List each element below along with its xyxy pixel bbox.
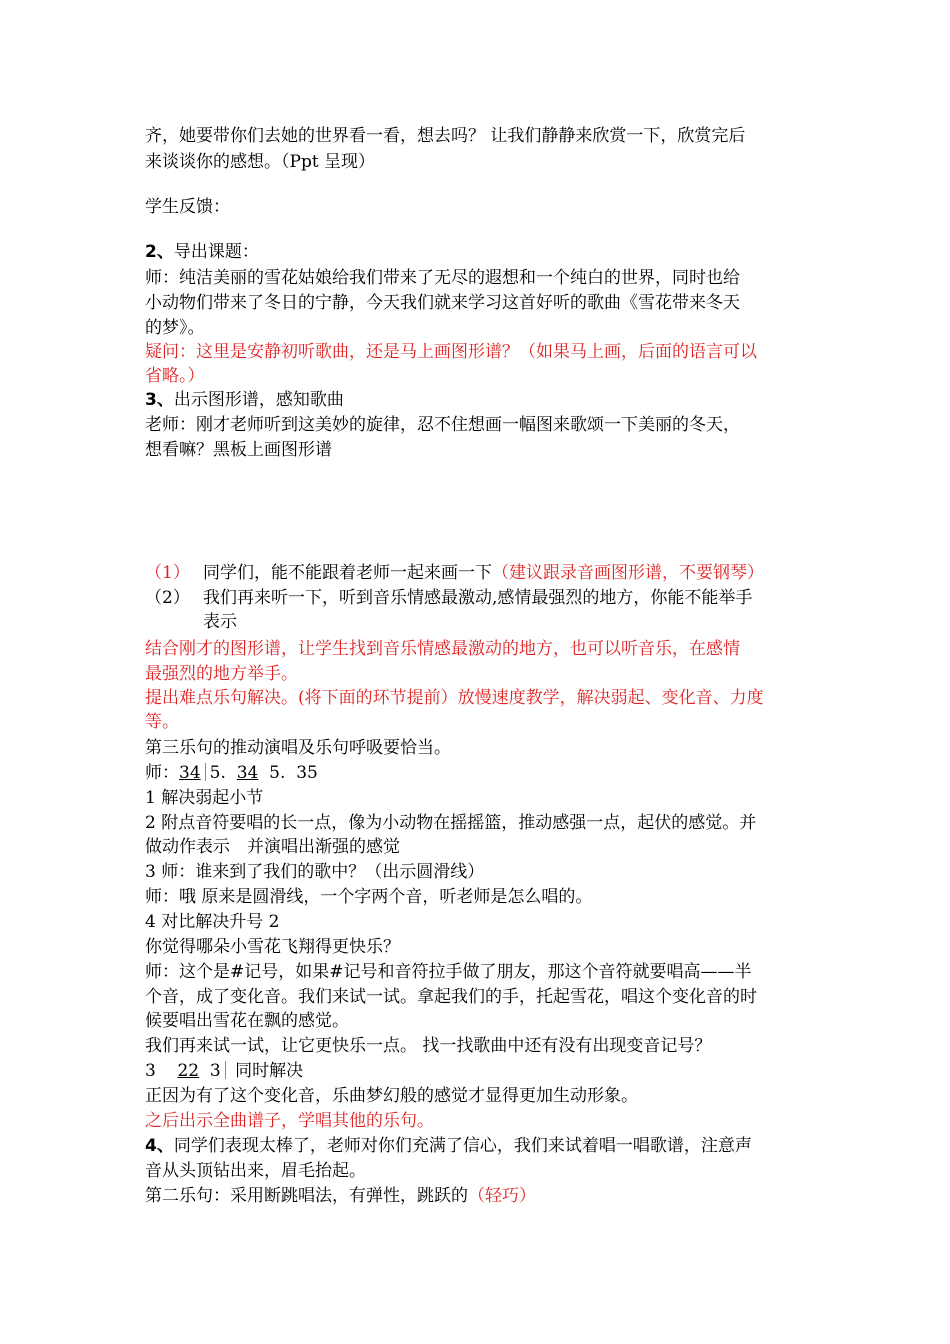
paragraph-line: 音从头顶钻出来，眉毛抬起。 (145, 1161, 366, 1181)
list-text: 同学们，能不能跟着老师一起来画一下 (203, 563, 492, 583)
section-number: 3、 (145, 390, 174, 410)
section-number: 2、 (145, 242, 174, 262)
notation-note: 同时解决 (235, 1061, 304, 1081)
notation-line (145, 761, 318, 785)
paragraph-line: 你觉得哪朵小雪花飞翔得更快乐？ (145, 937, 400, 957)
paragraph-line: 候要唱出雪花在飘的感觉。 (145, 1011, 349, 1031)
paragraph-line: 学生反馈： (145, 197, 230, 217)
comment-line: 之后出示全曲谱子，学唱其他的乐句。 (145, 1111, 434, 1131)
paragraph-line: 来谈谈你的感想。（Ppt 呈现） (145, 152, 376, 172)
paragraph-line: 正因为有了这个变化音，乐曲梦幻般的感觉才显得更加生动形象。 (145, 1086, 638, 1106)
speaker-label: 师： (145, 763, 179, 783)
paragraph-line: 老师：刚才老师听到这美妙的旋律，忍不住想画一幅图来歌颂一下美丽的冬天， (145, 415, 740, 435)
paragraph-line: 1 解决弱起小节 (145, 788, 264, 808)
note-group: 22 (177, 1061, 200, 1081)
list-continuation: 表示 (203, 612, 237, 632)
comment-line: 等。 (145, 712, 179, 732)
paragraph-note: （轻巧） (468, 1186, 536, 1206)
section-heading-3 (145, 388, 344, 412)
paragraph-line: 4 对比解决升号 2 (145, 912, 280, 932)
paragraph-line: 师：纯洁美丽的雪花姑娘给我们带来了无尽的遐想和一个纯白的世界，同时也给 (145, 268, 740, 288)
paragraph-line: 小动物们带来了冬日的宁静，今天我们就来学习这首好听的歌曲《雪花带来冬天 (145, 293, 740, 313)
section-title: 导出课题： (173, 242, 259, 262)
note: 3 (145, 1061, 156, 1081)
paragraph-line: 的梦》。 (145, 318, 205, 338)
section-number: 4、 (145, 1136, 174, 1156)
paragraph-line: 我们再来试一试，让它更快乐一点。 找一找歌曲中还有没有出现变音记号？ (145, 1036, 712, 1056)
note: 5. (269, 763, 286, 783)
section-title: 同学们表现太棒了，老师对你们充满了信心，我们来试着唱一唱歌谱，注意声 (173, 1136, 752, 1156)
list-number: （1） (145, 563, 190, 583)
paragraph-line: 师：哦 原来是圆滑线，一个字两个音，听老师是怎么唱的。 (145, 887, 593, 907)
paragraph-line: 齐，她要带你们去她的世界看一看，想去吗？ 让我们静静来欣赏一下，欣赏完后 (145, 126, 746, 146)
section-title: 出示图形谱，感知歌曲 (173, 390, 344, 410)
comment-line: 疑问：这里是安静初听歌曲，还是马上画图形谱？（如果马上画，后面的语言可以 (145, 342, 757, 362)
paragraph-line: 3 师：谁来到了我们的歌中？（出示圆滑线） (145, 862, 485, 882)
section-heading-2 (145, 240, 259, 264)
paragraph-line: 2 附点音符要唱的长一点，像为小动物在摇摇篮，推动感强一点，起伏的感觉。并 (145, 813, 757, 833)
comment-line: 最强烈的地方举手。 (145, 664, 298, 684)
list-item-1 (145, 561, 764, 585)
paragraph-line (145, 1184, 536, 1208)
comment-line: 结合刚才的图形谱，让学生找到音乐情感最激动的地方，也可以听音乐，在感情 (145, 639, 740, 659)
bar-line (205, 763, 206, 781)
paragraph-text: 第二乐句：采用断跳唱法，有弹性，跳跃的 (145, 1186, 468, 1206)
bar-line (225, 1061, 226, 1079)
note-group: 35 (296, 763, 318, 783)
comment-line: 提出难点乐句解决。(将下面的环节提前）放慢速度教学，解决弱起、变化音、力度 (145, 688, 764, 708)
comment-line: 省略。） (145, 366, 205, 386)
paragraph-line: 师：这个是#记号，如果#记号和音符拉手做了朋友，那这个音符就要唱高——半 (145, 962, 752, 982)
list-note: （建议跟录音画图形谱，不要钢琴） (492, 563, 764, 583)
list-text: 我们再来听一下，听到音乐情感最激动,感情最强烈的地方，你能不能举手 (203, 588, 753, 608)
note: 5. (209, 763, 226, 783)
list-item-2 (145, 586, 752, 610)
note-group: 34 (179, 763, 201, 783)
note: 3 (209, 1061, 221, 1081)
notation-line (145, 1059, 303, 1083)
list-number: （2） (145, 588, 190, 608)
note-group: 34 (236, 763, 259, 783)
paragraph-line: 想看嘛？黑板上画图形谱 (145, 440, 332, 460)
paragraph-line: 第三乐句的推动演唱及乐句呼吸要恰当。 (145, 738, 451, 758)
paragraph-line: 个音，成了变化音。我们来试一试。拿起我们的手，托起雪花，唱这个变化音的时 (145, 987, 757, 1007)
paragraph-line: 做动作表示 并演唱出渐强的感觉 (145, 837, 400, 857)
section-heading-4 (145, 1134, 752, 1158)
